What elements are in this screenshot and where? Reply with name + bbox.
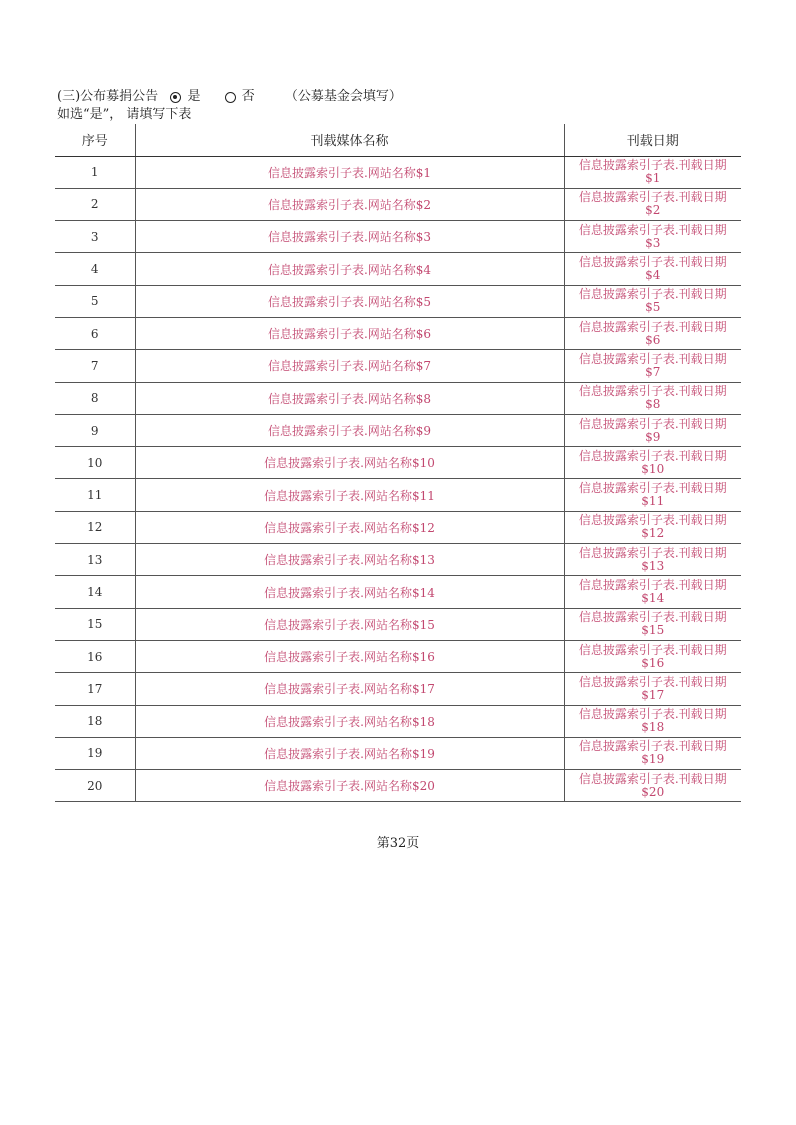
publish-date-cell bbox=[564, 737, 741, 769]
table-row bbox=[55, 608, 741, 640]
table-row bbox=[55, 253, 741, 285]
section-title: (三)公布募捐公告 bbox=[57, 89, 159, 104]
publish-date-line1: 信息披露索引子表.刊载日期 bbox=[578, 319, 727, 334]
publish-date-cell bbox=[564, 511, 741, 543]
table-row bbox=[55, 576, 741, 608]
table-row bbox=[55, 511, 741, 543]
table-row bbox=[55, 447, 741, 479]
table-row bbox=[55, 640, 741, 672]
publish-date-line2: $2 bbox=[645, 203, 661, 218]
table-row bbox=[55, 317, 741, 349]
radio-no-label: 否 bbox=[241, 89, 255, 104]
publish-date-line1: 信息披露索引子表.刊载日期 bbox=[578, 707, 727, 722]
publish-date-cell bbox=[564, 576, 741, 608]
table-row bbox=[55, 414, 741, 446]
media-name-cell: 信息披露索引子表.网站名称$1 bbox=[135, 156, 564, 188]
publish-date-cell bbox=[564, 317, 741, 349]
publish-date-line1: 信息披露索引子表.刊载日期 bbox=[578, 674, 727, 689]
publish-date-cell bbox=[564, 608, 741, 640]
row-index: 11 bbox=[55, 479, 135, 511]
publish-date-cell bbox=[564, 382, 741, 414]
publish-date-cell bbox=[564, 544, 741, 576]
table-row bbox=[55, 188, 741, 220]
publish-date-line2: $8 bbox=[645, 397, 661, 412]
row-index: 5 bbox=[55, 285, 135, 317]
announcement-option-line bbox=[57, 89, 402, 106]
row-index: 9 bbox=[55, 414, 135, 446]
publish-date-line1: 信息披露索引子表.刊载日期 bbox=[578, 545, 727, 560]
publish-date-line2: $5 bbox=[645, 300, 661, 315]
publish-date-line1: 信息披露索引子表.刊载日期 bbox=[578, 481, 727, 496]
publish-date-line2: $12 bbox=[641, 526, 665, 541]
media-name-cell: 信息披露索引子表.网站名称$13 bbox=[135, 544, 564, 576]
header-index: 序号 bbox=[55, 124, 135, 156]
publish-date-line1: 信息披露索引子表.刊载日期 bbox=[578, 416, 727, 431]
row-index: 6 bbox=[55, 317, 135, 349]
table-header-row bbox=[55, 124, 741, 156]
media-name-cell: 信息披露索引子表.网站名称$17 bbox=[135, 673, 564, 705]
radio-yes-label: 是 bbox=[187, 89, 201, 104]
publish-date-line2: $20 bbox=[641, 784, 665, 799]
media-name-cell: 信息披露索引子表.网站名称$14 bbox=[135, 576, 564, 608]
publish-date-cell bbox=[564, 414, 741, 446]
row-index: 16 bbox=[55, 640, 135, 672]
publish-date-cell bbox=[564, 253, 741, 285]
publish-date-line1: 信息披露索引子表.刊载日期 bbox=[578, 351, 727, 366]
publish-date-cell bbox=[564, 285, 741, 317]
publish-date-line1: 信息披露索引子表.刊载日期 bbox=[578, 771, 727, 786]
row-index: 2 bbox=[55, 188, 135, 220]
row-index: 3 bbox=[55, 221, 135, 253]
radio-no[interactable] bbox=[225, 92, 236, 103]
table-row bbox=[55, 737, 741, 769]
instruction-text: 如选“是”， 请填写下表 bbox=[57, 107, 192, 122]
publish-date-line1: 信息披露索引子表.刊载日期 bbox=[578, 610, 727, 625]
publish-date-line2: $18 bbox=[641, 720, 665, 735]
media-name-cell: 信息披露索引子表.网站名称$20 bbox=[135, 770, 564, 802]
publish-date-cell bbox=[564, 350, 741, 382]
media-name-cell: 信息披露索引子表.网站名称$16 bbox=[135, 640, 564, 672]
publish-date-line2: $6 bbox=[645, 332, 661, 347]
publish-date-line2: $16 bbox=[641, 655, 665, 670]
table-row bbox=[55, 350, 741, 382]
publish-date-line2: $15 bbox=[641, 623, 665, 638]
publish-date-cell bbox=[564, 705, 741, 737]
media-name-cell: 信息披露索引子表.网站名称$7 bbox=[135, 350, 564, 382]
table-row bbox=[55, 544, 741, 576]
publish-date-line1: 信息披露索引子表.刊载日期 bbox=[578, 158, 727, 173]
publish-date-cell bbox=[564, 479, 741, 511]
row-index: 13 bbox=[55, 544, 135, 576]
row-index: 17 bbox=[55, 673, 135, 705]
media-name-cell: 信息披露索引子表.网站名称$5 bbox=[135, 285, 564, 317]
publish-date-line2: $4 bbox=[645, 268, 661, 283]
row-index: 8 bbox=[55, 382, 135, 414]
row-index: 12 bbox=[55, 511, 135, 543]
media-name-cell: 信息披露索引子表.网站名称$12 bbox=[135, 511, 564, 543]
publish-date-cell bbox=[564, 640, 741, 672]
publish-date-line2: $11 bbox=[641, 494, 665, 509]
table-body bbox=[55, 156, 741, 802]
publish-date-line1: 信息披露索引子表.刊载日期 bbox=[578, 222, 727, 237]
media-name-cell: 信息披露索引子表.网站名称$19 bbox=[135, 737, 564, 769]
row-index: 10 bbox=[55, 447, 135, 479]
table-row bbox=[55, 705, 741, 737]
media-name-cell: 信息披露索引子表.网站名称$8 bbox=[135, 382, 564, 414]
publish-date-line2: $10 bbox=[641, 461, 665, 476]
publish-date-cell bbox=[564, 188, 741, 220]
publish-date-line1: 信息披露索引子表.刊载日期 bbox=[578, 448, 727, 463]
row-index: 20 bbox=[55, 770, 135, 802]
publish-date-line2: $17 bbox=[641, 687, 665, 702]
publish-date-line2: $9 bbox=[645, 429, 661, 444]
media-name-cell: 信息披露索引子表.网站名称$10 bbox=[135, 447, 564, 479]
publish-date-line2: $7 bbox=[645, 364, 661, 379]
section-note: （公募基金会填写） bbox=[284, 89, 402, 104]
publish-date-line1: 信息披露索引子表.刊载日期 bbox=[578, 739, 727, 754]
publish-date-cell bbox=[564, 673, 741, 705]
media-name-cell: 信息披露索引子表.网站名称$4 bbox=[135, 253, 564, 285]
table-row bbox=[55, 221, 741, 253]
publish-date-line1: 信息披露索引子表.刊载日期 bbox=[578, 578, 727, 592]
media-name-cell: 信息披露索引子表.网站名称$11 bbox=[135, 479, 564, 511]
page-number: 第32页 bbox=[376, 836, 420, 851]
table-row bbox=[55, 770, 741, 802]
media-name-cell: 信息披露索引子表.网站名称$3 bbox=[135, 221, 564, 253]
media-name-cell: 信息披露索引子表.网站名称$2 bbox=[135, 188, 564, 220]
header-publish-date: 刊载日期 bbox=[564, 124, 741, 156]
radio-yes[interactable] bbox=[170, 92, 181, 103]
publish-date-line1: 信息披露索引子表.刊载日期 bbox=[578, 287, 727, 302]
publish-date-line2: $19 bbox=[641, 752, 665, 767]
table-row bbox=[55, 479, 741, 511]
publish-date-cell bbox=[564, 221, 741, 253]
publish-date-line2: $13 bbox=[641, 558, 665, 573]
publish-date-line1: 信息披露索引子表.刊载日期 bbox=[578, 384, 727, 399]
publish-date-cell bbox=[564, 770, 741, 802]
publish-date-line2: $1 bbox=[645, 171, 661, 186]
publish-date-cell bbox=[564, 447, 741, 479]
media-name-cell: 信息披露索引子表.网站名称$18 bbox=[135, 705, 564, 737]
row-index: 18 bbox=[55, 705, 135, 737]
media-table bbox=[55, 124, 741, 802]
publish-date-line1: 信息披露索引子表.刊载日期 bbox=[578, 642, 727, 657]
table-row bbox=[55, 382, 741, 414]
row-index: 1 bbox=[55, 156, 135, 188]
row-index: 14 bbox=[55, 576, 135, 608]
row-index: 4 bbox=[55, 253, 135, 285]
row-index: 19 bbox=[55, 737, 135, 769]
header-media-name: 刊载媒体名称 bbox=[135, 124, 564, 156]
row-index: 7 bbox=[55, 350, 135, 382]
publish-date-line1: 信息披露索引子表.刊载日期 bbox=[578, 255, 727, 270]
publish-date-line2: $3 bbox=[645, 235, 661, 250]
table-row bbox=[55, 285, 741, 317]
publish-date-line2: $14 bbox=[641, 591, 665, 605]
publish-date-line1: 信息披露索引子表.刊载日期 bbox=[578, 513, 727, 528]
media-name-cell: 信息披露索引子表.网站名称$15 bbox=[135, 608, 564, 640]
table-row bbox=[55, 673, 741, 705]
media-name-cell: 信息披露索引子表.网站名称$9 bbox=[135, 414, 564, 446]
publish-date-line1: 信息披露索引子表.刊载日期 bbox=[578, 190, 727, 205]
row-index: 15 bbox=[55, 608, 135, 640]
media-name-cell: 信息披露索引子表.网站名称$6 bbox=[135, 317, 564, 349]
publish-date-cell bbox=[564, 156, 741, 188]
table-row bbox=[55, 156, 741, 188]
